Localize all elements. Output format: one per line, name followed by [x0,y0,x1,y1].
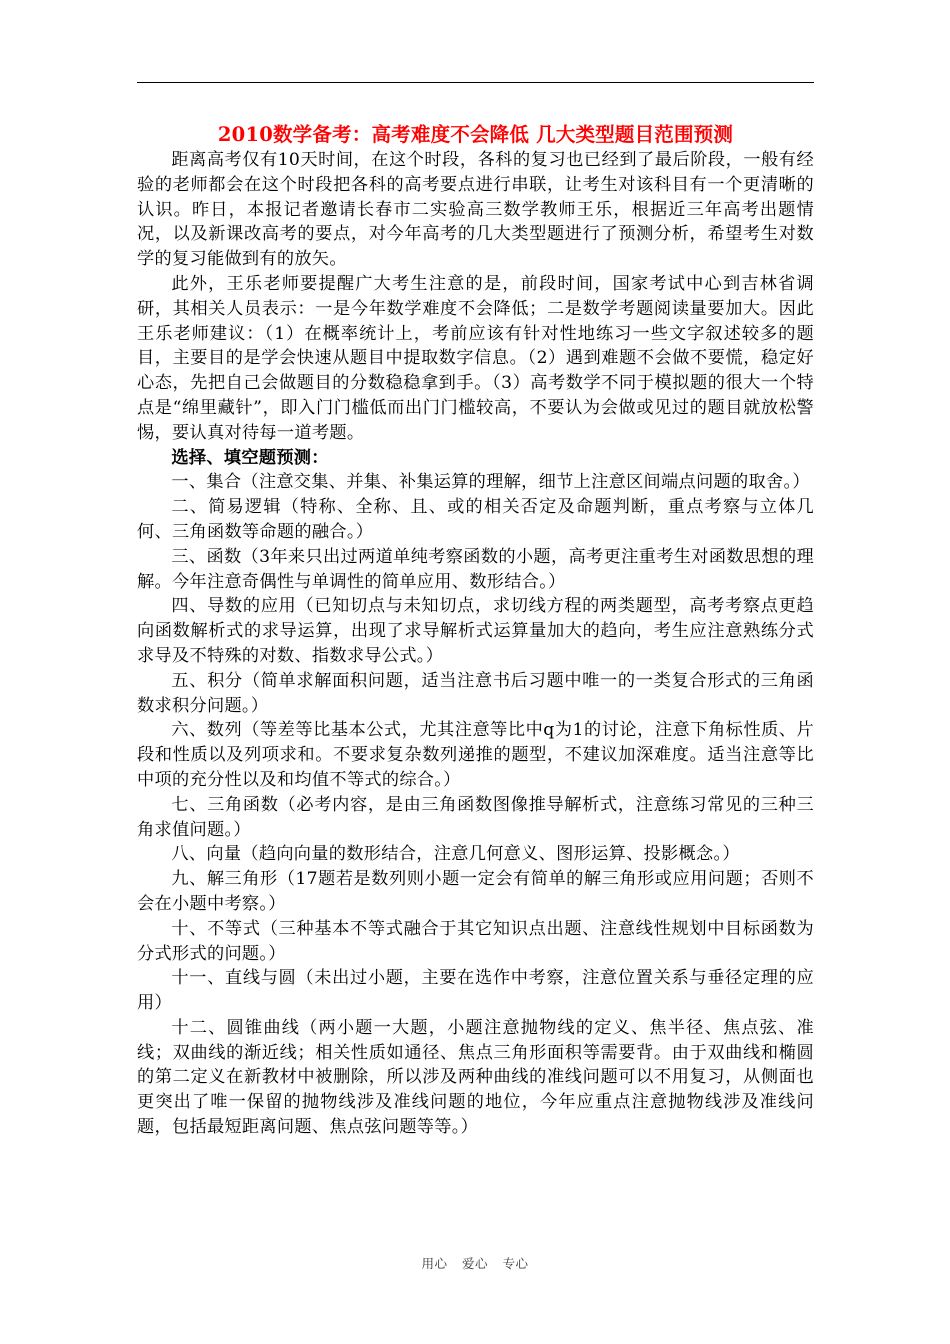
intro-paragraph: 此外，王乐老师要提醒广大考生注意的是，前段时间，国家考试中心到吉林省调研，其相关人员表示：一是今年数学难度不会降低；二是数学考题阅读量要加大。因此王乐老师建议：（1）在概率统计上，考前应该有针对性地练习一些文字叙述较多的题目，主要目的是学会快速从题目中提取数字信息。（2）遇到难题不会做不要慌，稳定好心态，先把自己会做题目的分数稳稳拿到手。（3）高考数学不同于模拟题的很大一个特点是“绵里藏针”，即入门门槛低而出门门槛较高，不要认为会做或见过的题目就放松警惕，要认真对待每一道考题。 [137,273,814,443]
prediction-item-sets: 一、集合（注意交集、并集、补集运算的理解，细节上注意区间端点问题的取舍。） [171,472,810,493]
prediction-item-trigonometry: 七、三角函数（必考内容，是由三角函数图像推导解析式，注意练习常见的三种三角求值问题。） [137,794,814,840]
prediction-item-sequences: 六、数列（等差等比基本公式，尤其注意等比中q为1的讨论，注意下角标性质、片段和性质以及列项求和。不要求复杂数列递推的题型，不建议加深难度。适当注意等比中项的充分性以及和均值不等式的综合。） [137,720,814,790]
document-body [137,122,814,1140]
prediction-item-inequalities: 十、不等式（三种基本不等式融合于其它知识点出题、注意线性规划中目标函数为分式形式的问题。） [137,918,814,964]
prediction-item-functions: 三、函数（3年来只出过两道单纯考察函数的小题，高考更注重考生对函数思想的理解。今年注意奇偶性与单调性的简单应用、数形结合。） [137,546,814,592]
prediction-item-logic: 二、简易逻辑（特称、全称、且、或的相关否定及命题判断，重点考察与立体几何、三角函数等命题的融合。） [137,497,814,542]
prediction-item-lines-circles: 十一、直线与圆（未出过小题，主要在选作中考察，注意位置关系与垂径定理的应用） [137,968,814,1014]
prediction-item-derivatives: 四、导数的应用（已知切点与未知切点，求切线方程的两类题型，高考考察点更趋向函数解析式的求导运算，出现了求导解析式运算量加大的趋向，考生应注意熟练分式求导及不特殊的对数、指数求导公式。） [137,596,814,666]
header-rule [137,82,814,83]
prediction-item-conics: 十二、圆锥曲线（两小题一大题，小题注意抛物线的定义、焦半径、焦点弦、准线；双曲线的渐近线；相关性质如通径、焦点三角形面积等需要背。由于双曲线和椭圆的第二定义在新教材中被删除，所以涉及两种曲线的准线问题可以不用复习，从侧面也更突出了唯一保留的抛物线涉及准线问题的地位，今年应重点注意抛物线涉及准线问题，包括最短距离问题、焦点弦问题等等。） [137,1017,814,1138]
section-heading: 选择、填空题预测： [171,447,329,468]
prediction-item-triangles: 九、解三角形（17题若是数列则小题一定会有简单的解三角形或应用问题；否则不会在小题中考察。） [137,869,814,914]
document-title: 2010数学备考：高考难度不会降低 几大类型题目范围预测 [217,123,734,146]
intro-paragraph: 距离高考仅有10天时间，在这个时段，各科的复习也已经到了最后阶段，一般有经验的老师都会在这个时段把各科的高考要点进行串联，让考生对该科目有一个更清晰的认识。昨日，本报记者邀请长春市二实验高三数学教师王乐，根据近三年高考出题情况，以及新课改高考的要点，对今年高考的几大类型题进行了预测分析，希望考生对数学的复习能做到有的放矢。 [137,150,814,270]
prediction-item-integrals: 五、积分（简单求解面积问题，适当注意书后习题中唯一的一类复合形式的三角函数求积分问题。） [137,670,814,716]
prediction-item-vectors: 八、向量（趋向向量的数形结合，注意几何意义、图形运算、投影概念。） [171,844,740,865]
page-footer: 用心 爱心 专心 [421,1256,529,1271]
